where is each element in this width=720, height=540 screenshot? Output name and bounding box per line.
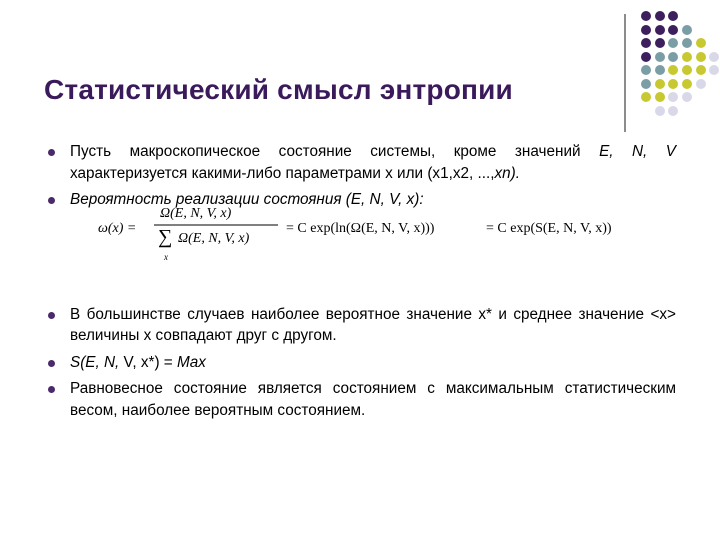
decorative-dot (682, 65, 692, 75)
decorative-dot (655, 106, 665, 116)
formula-sum-sign: ∑ (158, 226, 173, 248)
formula-denominator: Ω(E, N, V, x) (178, 231, 250, 246)
bullet-text: Равновесное состояние является состоянием с максимальным статистическим весом, наиболее вероятным состоянием. (70, 380, 676, 419)
decorative-dot (641, 11, 651, 21)
decorative-dot (641, 92, 651, 102)
decorative-dot (655, 65, 665, 75)
probability-formula (98, 201, 668, 267)
decorative-dot (641, 25, 651, 35)
decorative-dot (709, 52, 719, 62)
decorative-dot (641, 52, 651, 62)
bullet-text: Вероятность реализации состояния (E, N, V, x): (70, 191, 424, 208)
bullet-xn: xn). (494, 164, 520, 182)
decorative-dot (668, 92, 678, 102)
decorative-dot (682, 79, 692, 89)
formula-part-ln: = C exp(ln(Ω(E, N, V, x))) (286, 221, 435, 236)
decorative-dot (682, 52, 692, 62)
formula-numerator: Ω(E, N, V, x) (160, 206, 232, 221)
bullet-text-b: V, x*) = (119, 353, 177, 371)
decorative-dot (668, 52, 678, 62)
bullet-item-most-probable (48, 304, 676, 347)
decorative-dot (696, 38, 706, 48)
decorative-dot (655, 92, 665, 102)
decorative-dot (682, 92, 692, 102)
decorative-dot (668, 106, 678, 116)
decorative-dot (641, 38, 651, 48)
decorative-dot (668, 11, 678, 21)
decorative-dot (655, 11, 665, 21)
bullet-item-macrostate (48, 141, 676, 184)
formula-omega-x: ω(x) = (98, 221, 137, 236)
decorative-dot (668, 38, 678, 48)
decorative-dot (696, 52, 706, 62)
decorative-dot (641, 79, 651, 89)
decorative-dot (655, 38, 665, 48)
bullet-text-tail: характеризуется какими-либо параметрами х или (х1,х2, ..., (70, 164, 495, 182)
decorative-dot (655, 79, 665, 89)
decorative-dot (668, 25, 678, 35)
decorative-dot (655, 52, 665, 62)
bullet-vars: E, N, V (599, 143, 676, 160)
bullet-text: Пусть макроскопическое состояние системы, кроме значений (70, 143, 600, 160)
decorative-dot (641, 65, 651, 75)
formula-part-entropy: = C exp(S(E, N, V, x)) (486, 221, 612, 236)
decorative-dot (682, 38, 692, 48)
bullet-text: В большинстве случаев наиболее вероятное значение х* и среднее значение <х> величины х совпадают друг с другом. (70, 305, 676, 344)
bullet-item-equilibrium (48, 378, 676, 421)
decorative-vertical-line (624, 14, 626, 132)
decorative-dot (696, 65, 706, 75)
decorative-dot (668, 65, 678, 75)
decorative-dot (709, 65, 719, 75)
decorative-dot (682, 25, 692, 35)
decorative-dot (696, 79, 706, 89)
bullet-list (48, 141, 676, 421)
decorative-dot (668, 79, 678, 89)
decorative-dot (655, 25, 665, 35)
bullet-text-a: S(E, N, (70, 353, 120, 371)
slide-title: Статистический смысл энтропии (44, 74, 513, 105)
bullet-item-entropy-max (48, 352, 676, 374)
bullet-text-c: Max (176, 353, 206, 371)
formula-sum-subscript: x (164, 252, 168, 262)
